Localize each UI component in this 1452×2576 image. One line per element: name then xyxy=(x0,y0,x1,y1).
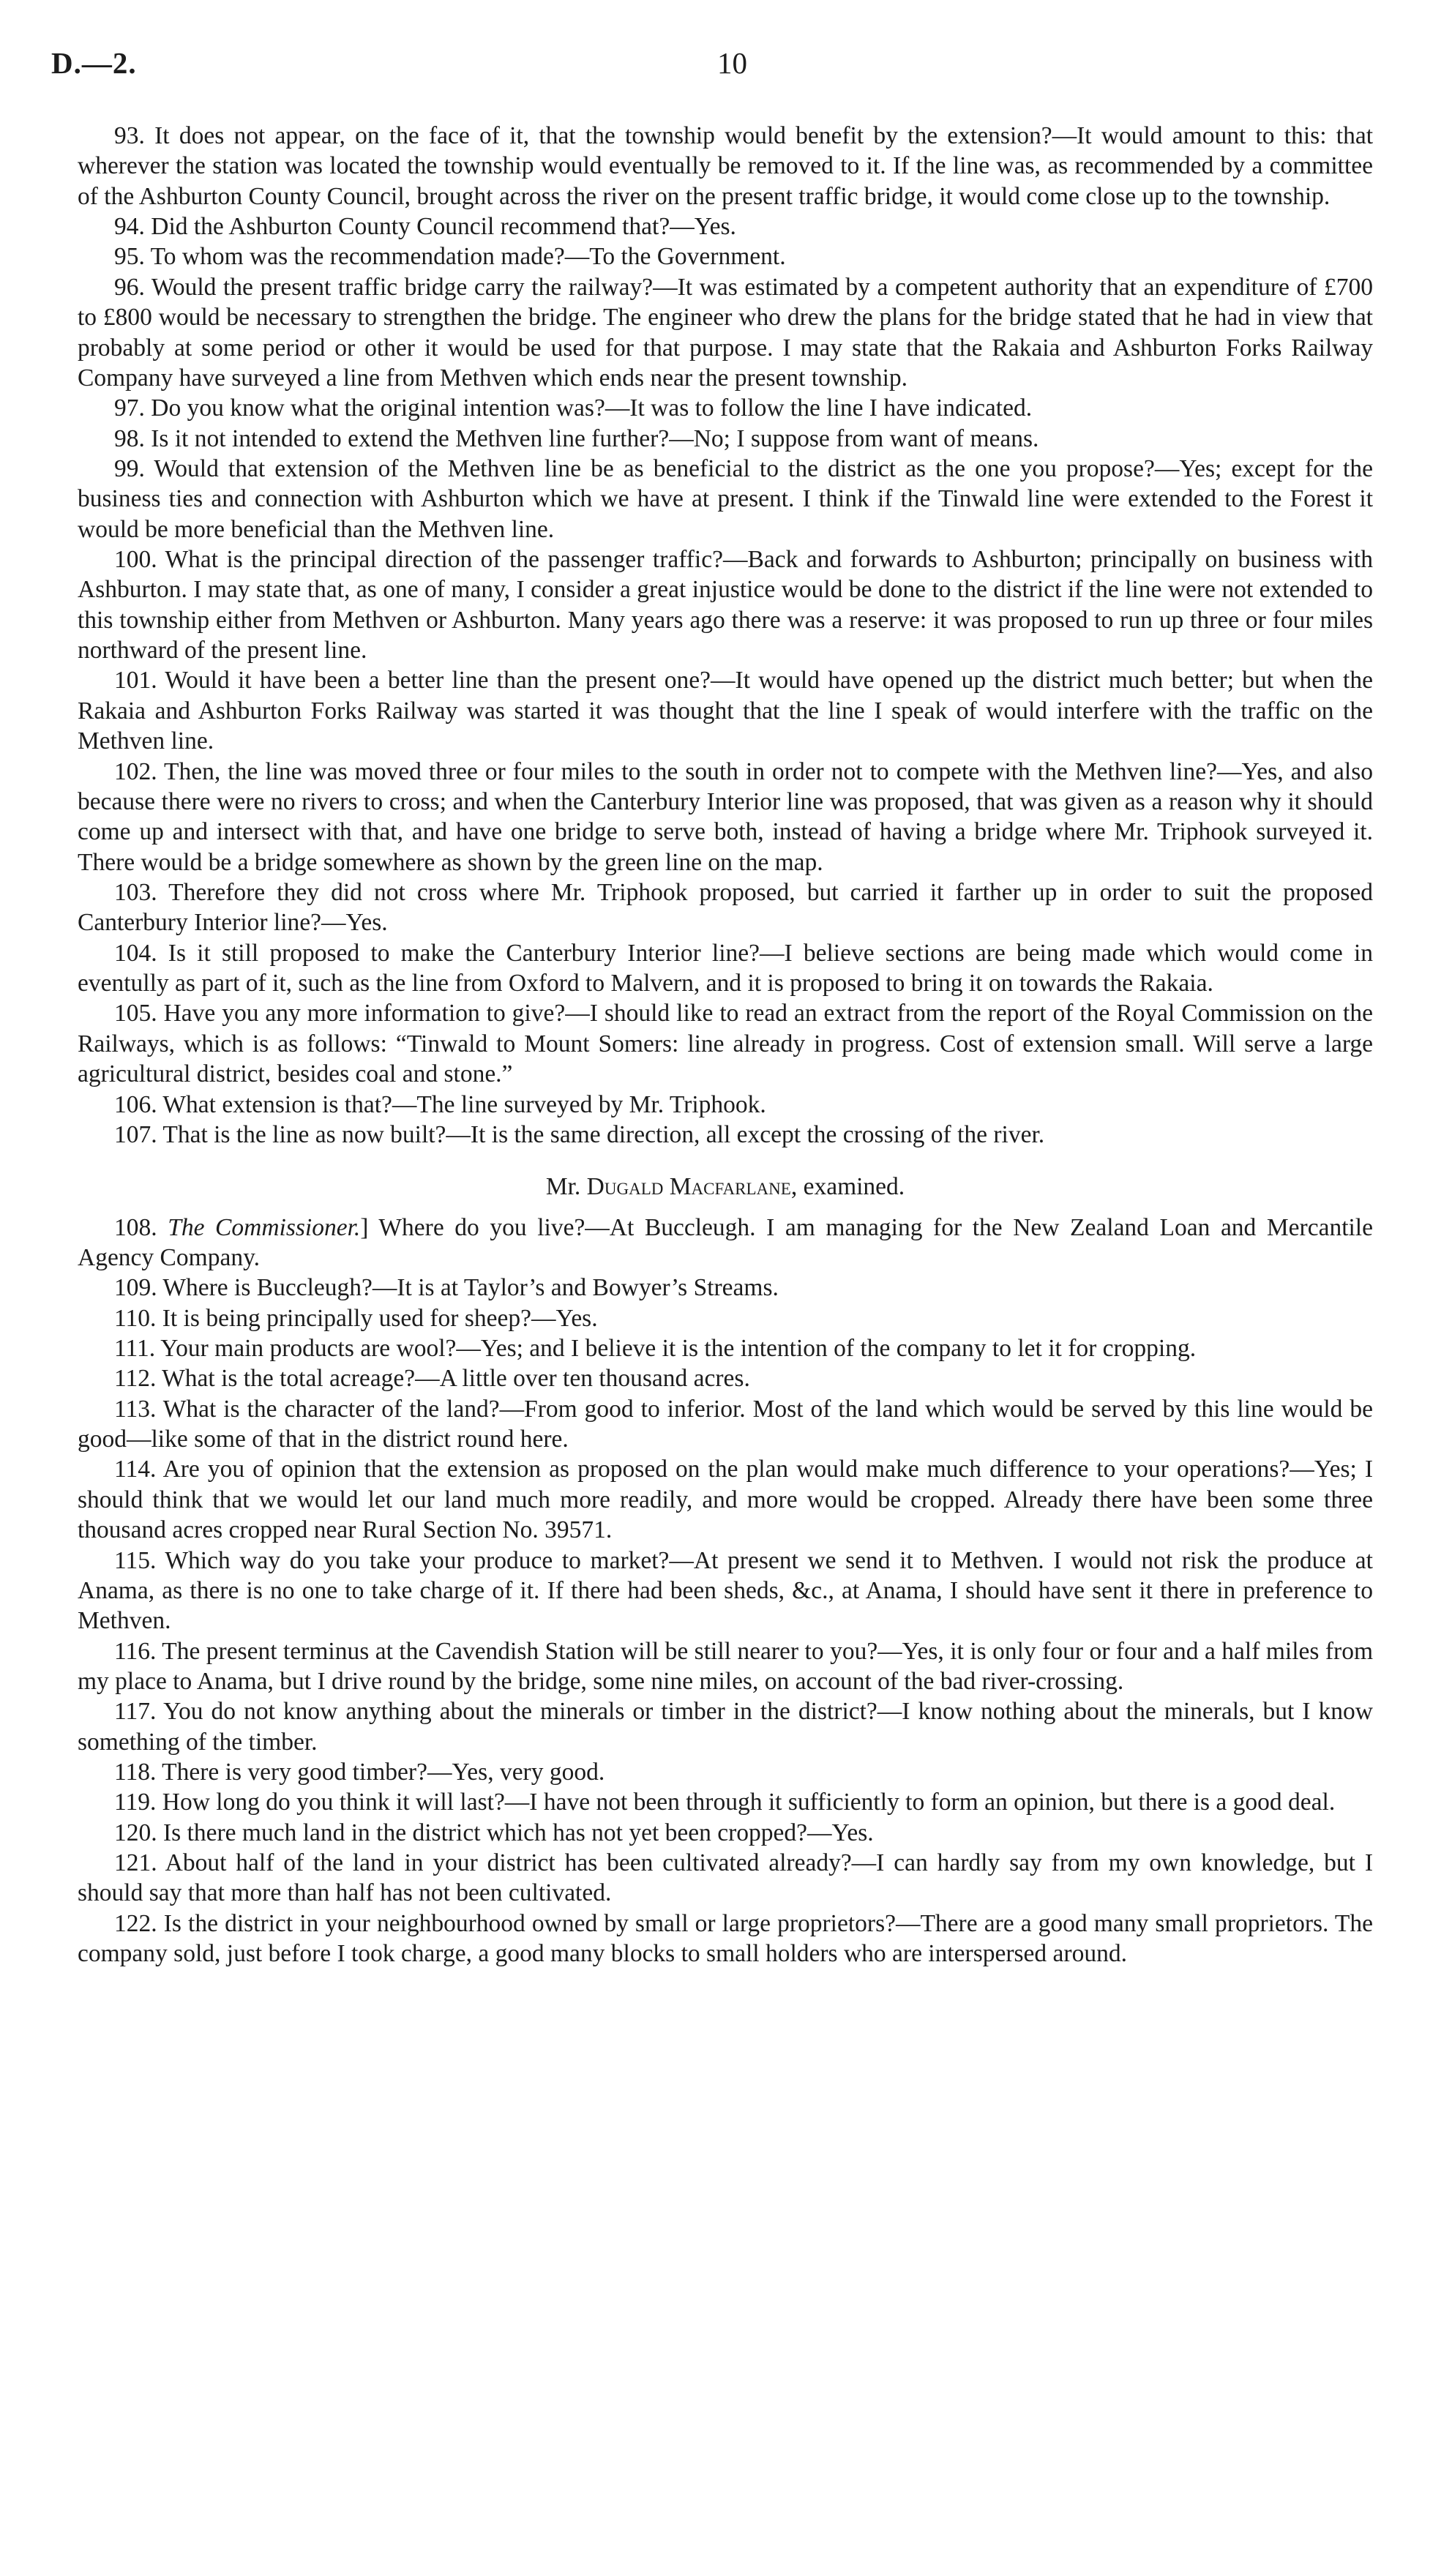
question-paragraph: 113. What is the character of the land?—From good to inferior. Most of the land which would be served by this line would be good—like some of that in the district round here. xyxy=(78,1395,1373,1453)
document-body xyxy=(78,121,1373,1969)
document-reference: D.—2. xyxy=(51,46,137,80)
question-paragraph: 114. Are you of opinion that the extension as proposed on the plan would make much difference to your operations?—Yes; I should think that we would let our land much more readily, and more would be cropped. Already there have been some three thousand acres cropped near Rural Section No. 39571. xyxy=(78,1456,1373,1544)
question-number: 108. xyxy=(114,1213,168,1241)
witness-name: Dugald Macfarlane xyxy=(586,1173,791,1201)
question-paragraph: 105. Have you any more information to give?—I should like to read an extract from the report of the Royal Commission on the Railways, which is as follows: “Tinwald to Mount Somers: line already in progress. Cost of extension small. Will serve a large agricultural district, besides coal and stone.” xyxy=(78,1000,1373,1088)
question-paragraph: 118. There is very good timber?—Yes, very good. xyxy=(114,1759,605,1786)
question-paragraph: 99. Would that extension of the Methven line be as beneficial to the district as the one you propose?—Yes; except for the business ties and connection with Ashburton which we have at present. I think if the Tinwald line were extended to the Forest it would be more beneficial than the Methven line. xyxy=(78,454,1373,543)
question-paragraph xyxy=(78,1213,1373,1273)
question-paragraph: 112. What is the total acreage?—A little over ten thousand acres. xyxy=(114,1365,750,1393)
question-paragraph: 94. Did the Ashburton County Council recommend that?—Yes. xyxy=(114,213,736,241)
witness-prefix: Mr. xyxy=(545,1173,587,1201)
page-header xyxy=(51,45,1383,89)
question-paragraph: 98. Is it not intended to extend the Methven line further?—No; I suppose from want of means. xyxy=(114,424,1039,452)
question-paragraph: 95. To whom was the recommendation made?—To the Government. xyxy=(114,243,786,271)
question-paragraph: 97. Do you know what the original intention was?—It was to follow the line I have indicated. xyxy=(114,394,1033,422)
question-paragraph: 100. What is the principal direction of the passenger traffic?—Back and forwards to Ashburton; principally on business with Ashburton. I may state that, as one of many, I consider a great injustice would be done to the district if the line were not extended to this township either from Methven or Ashburton. Many years ago there was a reserve: it was proposed to run up three or four miles northward of the present line. xyxy=(78,546,1373,664)
question-paragraph: 116. The present terminus at the Cavendish Station will be still nearer to you?—Yes, it is only four or four and a half miles from my place to Anama, but I drive round by the bridge, some nine miles, on account of the bad river-crossing. xyxy=(78,1637,1373,1695)
witness-heading xyxy=(78,1172,1373,1202)
speaker-label: The Commissioner. xyxy=(168,1213,361,1241)
question-paragraph: 101. Would it have been a better line than the present one?—It would have opened up the district much better; but when the Rakaia and Ashburton Forks Railway was started it was thought that the line I speak of would interfere with the traffic on the Methven line. xyxy=(78,667,1373,755)
question-paragraph: 110. It is being principally used for sheep?—Yes. xyxy=(114,1304,598,1332)
question-text: ] Where do you live?—At Buccleugh. I am managing for the New Zealand Loan and Mercantile Agency Company. xyxy=(78,1213,1373,1271)
question-paragraph: 119. How long do you think it will last?—I have not been through it sufficiently to form an opinion, but there is a good deal. xyxy=(114,1789,1336,1816)
question-paragraph: 117. You do not know anything about the minerals or timber in the district?—I know nothing about the minerals, but I know something of the timber. xyxy=(78,1698,1373,1756)
question-paragraph: 93. It does not appear, on the face of it, that the township would benefit by the extension?—It would amount to this: that wherever the station was located the township would eventually be removed to it. If the line was, as recommended by a committee of the Ashburton County Council, brought across the river on the present traffic bridge, it would come close up to the township. xyxy=(78,122,1373,210)
question-paragraph: 109. Where is Buccleugh?—It is at Taylor’s and Bowyer’s Streams. xyxy=(114,1274,779,1302)
question-paragraph: 120. Is there much land in the district which has not yet been cropped?—Yes. xyxy=(114,1819,874,1846)
question-paragraph: 111. Your main products are wool?—Yes; and I believe it is the intention of the company to let it for cropping. xyxy=(114,1335,1197,1363)
page-number: 10 xyxy=(717,46,747,80)
examination-continued xyxy=(78,121,1373,1150)
question-paragraph: 103. Therefore they did not cross where Mr. Triphook proposed, but carried it farther up in order to suit the proposed Canterbury Interior line?—Yes. xyxy=(78,878,1373,937)
question-paragraph: 104. Is it still proposed to make the Canterbury Interior line?—I believe sections are being made which would come in eventully as part of it, such as the line from Oxford to Malvern, and it is proposed to bring it on towards the Rakaia. xyxy=(78,939,1373,997)
witness-examination xyxy=(78,1213,1373,1969)
question-paragraph: 102. Then, the line was moved three or four miles to the south in order not to compete with the Methven line?—Yes, and also because there were no rivers to cross; and when the Canterbury Interior line was proposed, that was given as a reason why it should come up and intersect with that, and have one bridge to serve both, instead of having a bridge where Mr. Triphook surveyed it. There would be a bridge somewhere as shown by the green line on the map. xyxy=(78,757,1373,876)
witness-suffix: , examined. xyxy=(790,1173,905,1201)
question-paragraph: 106. What extension is that?—The line surveyed by Mr. Triphook. xyxy=(114,1090,766,1118)
question-paragraph: 96. Would the present traffic bridge carry the railway?—It was estimated by a competent authority that an expenditure of £700 to £800 would be necessary to strengthen the bridge. The engineer who drew the plans for the bridge stated that he had in view that probably at some period or other it would be used for that purpose. I may state that the Rakaia and Ashburton Forks Railway Company have surveyed a line from Methven which ends near the present township. xyxy=(78,273,1373,392)
question-paragraph: 121. About half of the land in your district has been cultivated already?—I can hardly say from my own knowledge, but I should say that more than half has not been cultivated. xyxy=(78,1849,1373,1907)
question-paragraph: 115. Which way do you take your produce to market?—At present we send it to Methven. I would not risk the produce at Anama, as there is no one to take charge of it. If there had been sheds, &c., at Anama, I should have sent it there in preference to Methven. xyxy=(78,1546,1373,1635)
question-paragraph: 122. Is the district in your neighbourhood owned by small or large proprietors?—There are a good many small proprietors. The company sold, just before I took charge, a good many blocks to small holders who are interspersed around. xyxy=(78,1909,1373,1968)
question-paragraph: 107. That is the line as now built?—It is the same direction, all except the crossing of the river. xyxy=(114,1120,1045,1148)
